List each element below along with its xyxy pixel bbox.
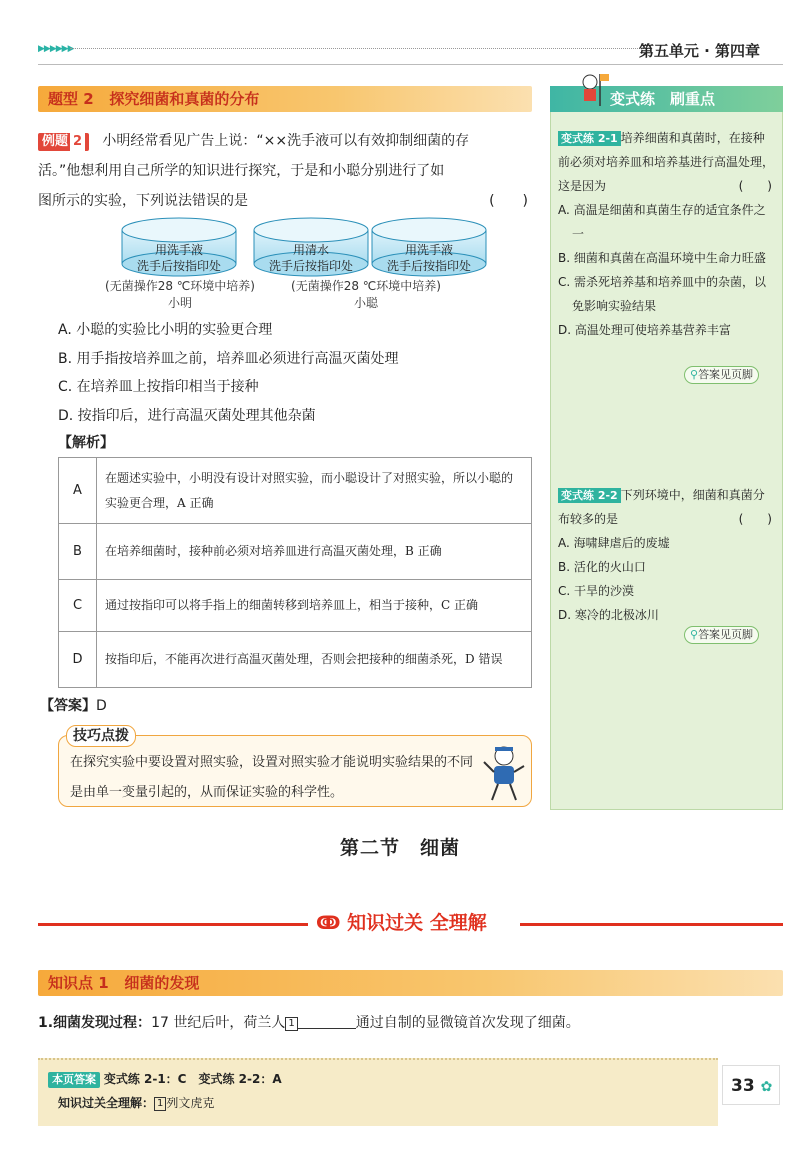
table-row [59, 632, 532, 688]
knowledge-item-1: 1.细菌发现过程：17 世纪后叶，荷兰人 1 通过自制的显微镜首次发现了细菌。 [38, 1015, 580, 1031]
row-text: 在培养细菌时，接种前必须对培养皿进行高温灭菌处理，B 正确 [97, 524, 532, 580]
option-c: C. 在培养皿上按指印相当于接种 [58, 379, 259, 395]
footer-tag: 本页答案 [48, 1072, 100, 1088]
banner-line-right [520, 923, 783, 926]
analysis-table [58, 457, 532, 688]
footer-line-2: 知识过关全理解： 1 列文虎克 [58, 1096, 215, 1110]
pin-icon: ⚲ [690, 628, 699, 641]
practice-option: C. 需杀死培养基和培养皿中的杂菌，以免影响实验结果 [558, 275, 767, 313]
analysis-label: 【解析】 [58, 435, 114, 451]
footer-answers: 变式练 2-1：C 变式练 2-2：A [103, 1072, 282, 1086]
example-question [38, 126, 532, 216]
row-text: 按指印后，不能再次进行高温灭菌处理，否则会把接种的细菌杀死，D 错误 [97, 632, 532, 688]
header-rule [38, 64, 783, 65]
header-arrows-decoration: ▶▶▶▶▶▶ [38, 44, 74, 54]
pin-icon: ⚲ [690, 368, 699, 381]
option-a: A. 小聪的实验比小明的实验更合理 [58, 322, 273, 338]
practice-option: C. 干旱的沙漠 [558, 584, 635, 598]
caption-right: (无菌操作28 ℃环境中培养) 小聪 [291, 279, 441, 310]
row-key: D [59, 632, 97, 688]
chapter-title: 第五单元 · 第四章 [638, 42, 760, 60]
tip-text: 在探究实验中要设置对照实验，设置对照实验才能说明实验结果的不同是由单一变量引起的，从而保证实验的科学性。 [70, 755, 474, 800]
student-mascot-icon [478, 742, 528, 804]
table-row [59, 458, 532, 524]
option-b: B. 用手指按培养皿之前，培养皿必须进行高温灭菌处理 [58, 350, 399, 367]
option-d: D. 按指印后，进行高温灭菌处理其他杂菌 [58, 407, 316, 424]
example-line-2: 活。”他想利用自己所学的知识进行探究，于是和小聪分别进行了如 [38, 163, 445, 179]
flag-mascot-icon [576, 70, 610, 110]
sprout-icon: ✿ [760, 1079, 773, 1095]
swirl-icon: ↂ [316, 912, 341, 934]
practice-option: B. 活化的火山口 [558, 560, 646, 574]
answer-line: 【答案】D [40, 698, 107, 714]
banner-line-left [38, 923, 308, 926]
section-title: 第二节 细菌 [339, 837, 460, 859]
caption-left: (无菌操作28 ℃环境中培养) 小明 [105, 279, 255, 310]
practice-q2: 变式练 2-2 下列环境中，细菌和真菌分布较多的是 ( ) A. 海啸肆虐后的废墟 B. 活化的火山口 C. 干旱的沙漠 D. 寒冷的北极冰川 [558, 483, 776, 627]
answer-link-1[interactable]: ⚲答案见页脚 [684, 366, 759, 384]
row-key: B [59, 524, 97, 580]
knowledge-point-bar [38, 970, 783, 996]
practice-q1: 变式练 2-1 培养细菌和真菌时，在接种前必须对培养皿和培养基进行高温处理，这是因为 ( ) A. 高温是细菌和真菌生存的适宜条件之一 B. 细菌和真菌在高温环境中生命力旺盛 C. 需杀死培养基和培养皿中的杂菌，以免影响实验结果 D. 高温处理可使培养基营养丰富 [558, 126, 776, 342]
answer-link-2[interactable]: ⚲答案见页脚 [684, 626, 759, 644]
row-text: 在题述实验中，小明没有设计对照实验，而小聪设计了对照实验，所以小聪的实验更合理，A 正确 [97, 458, 532, 524]
practice-option: D. 寒冷的北极冰川 [558, 608, 659, 622]
question-type-bar [38, 86, 532, 112]
knowledge-point-title: 细菌的发现 [124, 974, 200, 992]
dish-3-label: 用洗手液 洗手后按指印处 [386, 243, 471, 273]
dish-1-label: 用洗手液 洗手后按指印处 [136, 243, 221, 273]
question-type-label: 题型 2 [48, 90, 94, 108]
row-key: A [59, 458, 97, 524]
blank-number-box: 1 [285, 1017, 297, 1031]
practice-stem: 下列环境中，细菌和真菌分布较多的是 [558, 488, 765, 526]
example-line-1: 小明经常看见广告上说：“××洗手液可以有效抑制细菌的存 [102, 133, 470, 149]
header-dotted-line [70, 48, 650, 49]
tip-title: 技巧点拨 [66, 725, 136, 747]
knowledge-banner: ↂ 知识过关 全理解 [310, 908, 493, 935]
practice-tag: 变式练 2-2 [558, 488, 621, 503]
practice-stem: 培养细菌和真菌时，在接种前必须对培养皿和培养基进行高温处理，这是因为 [558, 131, 775, 193]
practice-option: B. 细菌和真菌在高温环境中生命力旺盛 [558, 251, 766, 265]
question-type-title: 探究细菌和真菌的分布 [109, 90, 260, 108]
example-tag: 例题 2 [38, 133, 89, 151]
example-line-3: 图所示的实验，下列说法错误的是 [38, 193, 248, 209]
row-text: 通过按指印可以将手指上的细菌转移到培养皿上，相当于接种，C 正确 [97, 580, 532, 632]
example-options [58, 316, 532, 430]
practice-option: A. 海啸肆虐后的废墟 [558, 536, 670, 550]
practice-tag: 变式练 2-1 [558, 131, 621, 146]
dish-2-label: 用清水 洗手后按指印处 [268, 243, 353, 273]
fill-in-blank[interactable] [298, 1014, 356, 1029]
practice-option: D. 高温处理可使培养基营养丰富 [558, 323, 731, 337]
answer-footer [38, 1058, 718, 1126]
table-row [59, 524, 532, 580]
sidebar-header: 变式练 刷重点 [550, 86, 783, 112]
table-row [59, 580, 532, 632]
knowledge-point-label: 知识点 1 [48, 974, 109, 992]
page-number: 33 ✿ [722, 1065, 780, 1105]
practice-option: A. 高温是细菌和真菌生存的适宜条件之一 [558, 203, 766, 241]
answer-paren: ( ) [489, 193, 528, 209]
row-key: C [59, 580, 97, 632]
